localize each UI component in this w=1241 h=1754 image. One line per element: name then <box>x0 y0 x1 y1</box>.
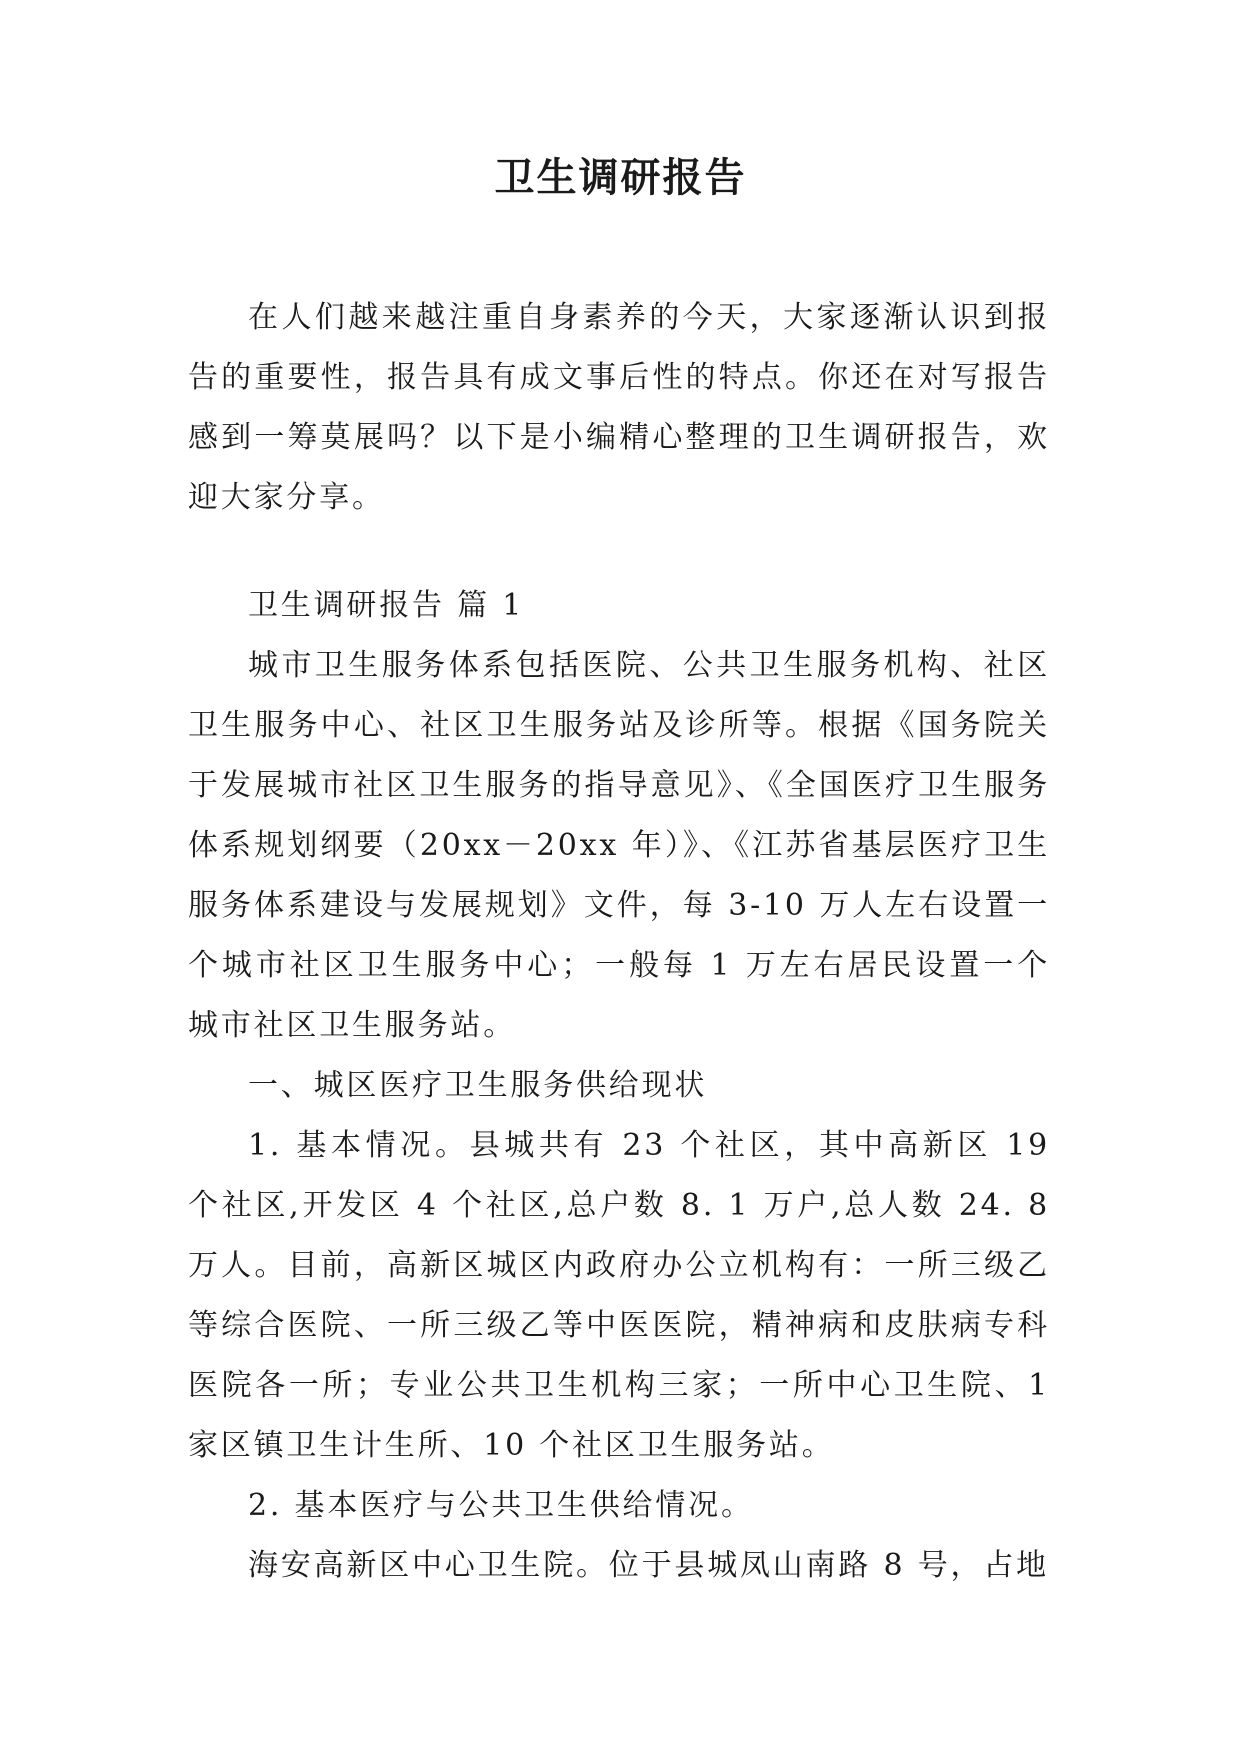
intro-paragraph: 在人们越来越注重自身素养的今天，大家逐渐认识到报告的重要性，报告具有成文事后性的特点。你还在对写报告感到一筹莫展吗？以下是小编精心整理的卫生调研报告，欢迎大家分享。 <box>188 300 1050 515</box>
document-title: 卫生调研报告 <box>494 155 747 201</box>
body-paragraph: 城市卫生服务体系包括医院、公共卫生服务机构、社区卫生服务中心、社区卫生服务站及诊所等。根据《国务院关于发展城市社区卫生服务的指导意见》、《全国医疗卫生服务体系规划纲要（20xx－20xx 年）》、《江苏省基层医疗卫生服务体系建设与发展规划》文件，每 3-10 万人左右设置一个城市社区卫生服务中心；一般每 1 万左右居民设置一个城市社区卫生服务站。 <box>188 648 1050 1043</box>
subsection-heading: 2. 基本医疗与公共卫生供给情况。 <box>248 1488 754 1523</box>
article-heading: 卫生调研报告 篇 1 <box>248 588 525 623</box>
intro-section <box>188 288 1050 528</box>
body-paragraph: 1. 基本情况。县城共有 23 个社区，其中高新区 19 个社区,开发区 4 个社区,总户数 8. 1 万户,总人数 24. 8 万人。目前，高新区城区内政府办公立机构有：一所三级乙等综合医院、一所三级乙等中医医院，精神病和皮肤病专科医院各一所；专业公共卫生机构三家；一所中心卫生院、1 家区镇卫生计生所、10 个社区卫生服务站。 <box>188 1128 1050 1463</box>
section-heading: 一、城区医疗卫生服务供给现状 <box>248 1068 708 1103</box>
body-paragraph: 海安高新区中心卫生院。位于县城凤山南路 8 号，占地 <box>248 1548 1049 1583</box>
article-section <box>188 576 1050 1596</box>
